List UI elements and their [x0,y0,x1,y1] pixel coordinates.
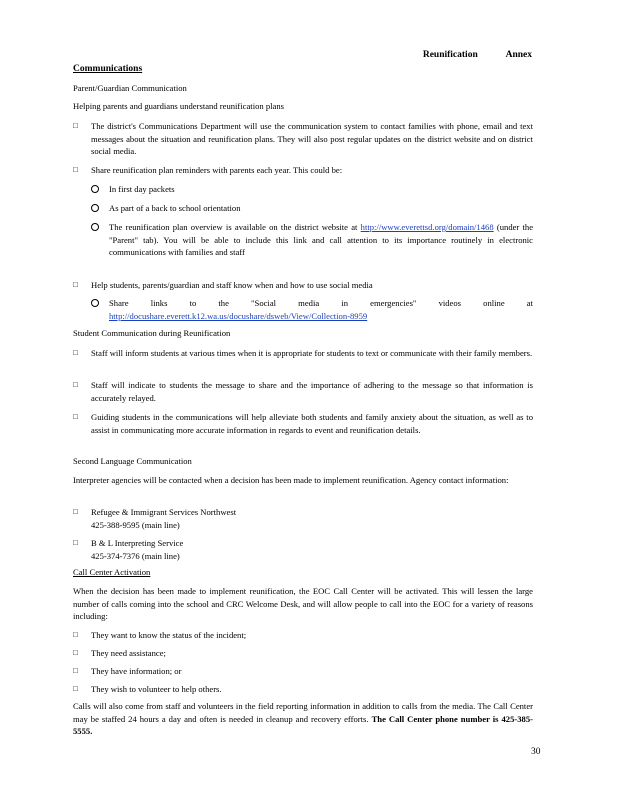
circle-bullet-icon [91,204,99,212]
district-website-link[interactable]: http://www.everettsd.org/domain/1468 [360,222,494,232]
checkbox-bullet-icon: □ [73,538,78,547]
closing-text: Calls will also come from staff and volunteers in the field reporting information in addition to calls from the media. The Call Center may be staffed 24 hours a day and often is needed in cleanup and recovery efforts. [73,701,533,724]
social-media-videos-link[interactable]: http://docushare.everett.k12.wa.us/docushare/dsweb/View/Collection-8959 [109,310,368,321]
section-heading-communications: Communications [73,64,143,74]
checkbox-bullet-icon: □ [73,380,78,389]
bullet-text: Guiding students in the communications will help alleviate both students and family anxiety about the situation, as well as to assist in communicating more accurate information in regards to event and reunification details. [91,412,533,435]
reason-item [73,629,533,642]
reason-text: They wish to volunteer to help others. [91,684,222,694]
checkbox-bullet-icon: □ [73,666,78,675]
sub-bullet-text [109,297,533,322]
bullet-text: Share reunification plan reminders with parents each year. This could be: [91,165,343,175]
sub-bullet-item [91,297,533,322]
sub-bullet-text: As part of a back to school orientation [109,203,241,213]
checkbox-bullet-icon: □ [73,507,78,516]
section-heading-student-communication: Student Communication during Reunification [73,328,231,338]
interpreter-intro: Interpreter agencies will be contacted when a decision has been made to implement reunification. Agency contact information: [73,475,509,485]
checkbox-bullet-icon: □ [73,630,78,639]
page-header [423,50,532,60]
page-number: 30 [531,747,541,757]
subheading-parent-communication: Parent/Guardian Communication [73,83,187,93]
agency-item [73,537,533,562]
circle-bullet-icon [91,185,99,193]
sub-bullet-item [91,221,533,259]
bullet-text: Help students, parents/guardian and staff know when and how to use social media [91,280,373,290]
call-center-closing [73,700,533,738]
checkbox-bullet-icon: □ [73,165,78,174]
checkbox-bullet-icon: □ [73,121,78,130]
bullet-text: The district's Communications Department will use the communication system to contact families with phone, email and text messages about the situation and reunification plans. They will also post regular updates on the district website and on district social media. [91,121,533,157]
intro-helping-parents: Helping parents and guardians understand reunification plans [73,101,284,111]
agency-name: Refugee & Immigrant Services Northwest [91,507,237,517]
call-center-intro: When the decision has been made to implement reunification, the EOC Call Center will be activated. This will lessen the large number of calls coming into the school and CRC Welcome Desk, and will allow people to call into the EOC for a variety of reasons including: [73,586,533,622]
overview-text: The reunification plan overview is available on the district website at [109,222,358,232]
call-center-phone: The Call Center phone number is 425-385-5555. [73,713,533,737]
bullet-item [73,164,533,177]
checkbox-bullet-icon: □ [73,412,78,421]
agency-phone: 425-374-7376 (main line) [91,550,180,561]
header-tag: Annex [505,50,532,60]
bullet-text: Staff will indicate to students the message to share and the importance of adhering to the message so that information is accurately relayed. [91,380,533,403]
sub-bullet-text [109,221,533,259]
section-heading-call-center: Call Center Activation [73,567,151,577]
bullet-item [73,279,533,292]
section-heading-second-language: Second Language Communication [73,456,192,466]
bullet-item [73,411,533,436]
videos-text: Share links to the "Social media in emergencies" videos online at [109,298,533,308]
circle-bullet-icon [91,223,99,231]
agency-name: B & L Interpreting Service [91,538,184,548]
bullet-item [73,347,533,360]
reason-text: They need assistance; [91,648,166,658]
reason-item [73,683,533,696]
sub-bullet-item [91,202,533,215]
reason-text: They have information; or [91,666,182,676]
overview-text-continued: (under the "Parent" tab). You will be able to include this link and call attention to its importance routinely in electronic communications with families and staff [109,222,534,258]
checkbox-bullet-icon: □ [73,648,78,657]
reason-item [73,665,533,678]
sub-bullet-item [91,183,533,196]
checkbox-bullet-icon: □ [73,280,78,289]
agency-item [73,506,533,531]
checkbox-bullet-icon: □ [73,684,78,693]
reason-item [73,647,533,660]
sub-bullet-text: In first day packets [109,184,175,194]
agency-phone: 425-388-9595 (main line) [91,519,180,530]
checkbox-bullet-icon: □ [73,348,78,357]
reason-text: They want to know the status of the incident; [91,630,247,640]
bullet-item [73,379,533,404]
bullet-text: Staff will inform students at various times when it is appropriate for students to text or communicate with their family members. [91,348,533,358]
circle-bullet-icon [91,299,99,307]
bullet-item [73,120,533,158]
header-title: Reunification [422,50,478,60]
